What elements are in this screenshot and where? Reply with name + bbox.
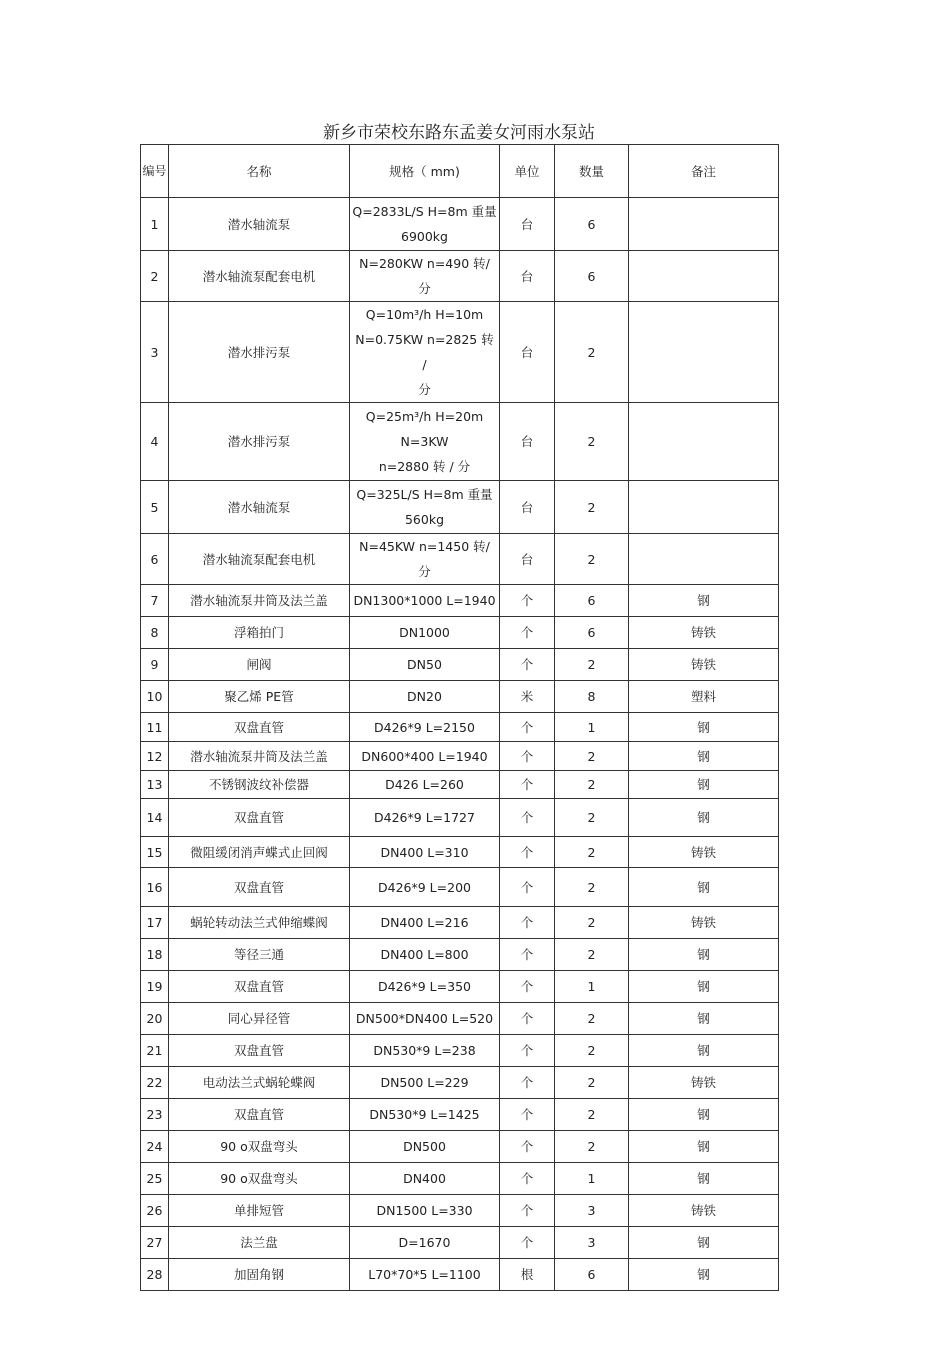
row-qty: 2 <box>555 1131 629 1163</box>
spec-line: DN600*400 L=1940 <box>361 748 488 764</box>
spec-line: DN500 <box>403 1139 446 1154</box>
row-name: 闸阀 <box>169 649 350 681</box>
row-qty: 2 <box>555 1067 629 1099</box>
row-qty: 6 <box>555 1259 629 1291</box>
row-qty: 3 <box>555 1227 629 1259</box>
table-row <box>141 481 779 534</box>
spec-line: N=45KW n=1450 转/ 分 <box>359 539 490 579</box>
row-unit: 台 <box>500 534 555 585</box>
row-remark: 钢 <box>629 1099 779 1131</box>
row-no: 16 <box>141 868 169 907</box>
row-no: 21 <box>141 1035 169 1067</box>
row-unit: 个 <box>500 799 555 837</box>
row-name: 双盘直管 <box>169 1099 350 1131</box>
spec-line: D426*9 L=200 <box>378 879 471 895</box>
spec-line: DN530*9 L=1425 <box>369 1107 480 1122</box>
spec-line: D426*9 L=1727 <box>374 810 475 825</box>
row-remark: 铸铁 <box>629 837 779 868</box>
row-spec <box>350 403 500 481</box>
row-qty: 8 <box>555 681 629 713</box>
row-spec <box>350 1259 500 1291</box>
row-name: 法兰盘 <box>169 1227 350 1259</box>
table-row <box>141 617 779 649</box>
row-unit: 个 <box>500 742 555 771</box>
row-no: 20 <box>141 1003 169 1035</box>
table-row <box>141 1003 779 1035</box>
header-qty: 数量 <box>555 145 629 198</box>
row-remark: 钢 <box>629 713 779 742</box>
spec-line: DN400 L=310 <box>380 844 469 860</box>
row-no: 1 <box>141 198 169 251</box>
row-spec <box>350 251 500 302</box>
row-unit: 个 <box>500 585 555 617</box>
table-row <box>141 1195 779 1227</box>
row-spec <box>350 1131 500 1163</box>
spec-line: DN1500 L=330 <box>376 1203 473 1218</box>
row-no: 6 <box>141 534 169 585</box>
row-name: 潜水轴流泵 <box>169 481 350 534</box>
row-qty: 2 <box>555 868 629 907</box>
table-header-row <box>141 145 779 198</box>
row-no: 14 <box>141 799 169 837</box>
row-name: 蜗轮转动法兰式伸缩蝶阀 <box>169 907 350 939</box>
row-no: 5 <box>141 481 169 534</box>
spec-line: n=2880 转 / 分 <box>378 459 471 474</box>
spec-line: D426*9 L=2150 <box>374 719 475 735</box>
row-qty: 6 <box>555 251 629 302</box>
row-unit: 个 <box>500 837 555 868</box>
row-remark: 钢 <box>629 742 779 771</box>
table-row <box>141 837 779 868</box>
row-no: 18 <box>141 939 169 971</box>
row-unit: 个 <box>500 1227 555 1259</box>
row-no: 10 <box>141 681 169 713</box>
header-name: 名称 <box>169 145 350 198</box>
row-spec <box>350 971 500 1003</box>
row-unit: 个 <box>500 1067 555 1099</box>
row-name: 单排短管 <box>169 1195 350 1227</box>
table-row <box>141 251 779 302</box>
row-remark: 铸铁 <box>629 1195 779 1227</box>
row-qty: 1 <box>555 1163 629 1195</box>
row-remark: 钢 <box>629 1003 779 1035</box>
row-remark: 钢 <box>629 939 779 971</box>
table-row <box>141 868 779 907</box>
table-row <box>141 771 779 799</box>
row-remark: 塑料 <box>629 681 779 713</box>
row-name: 潜水排污泵 <box>169 403 350 481</box>
spec-line: DN500 L=229 <box>380 1075 469 1090</box>
row-no: 26 <box>141 1195 169 1227</box>
row-remark <box>629 198 779 251</box>
row-qty: 6 <box>555 617 629 649</box>
row-name: 潜水排污泵 <box>169 302 350 403</box>
spec-line: DN400 <box>403 1171 446 1186</box>
row-name: 同心异径管 <box>169 1003 350 1035</box>
row-unit: 个 <box>500 617 555 649</box>
spec-line: DN20 <box>407 689 442 704</box>
spec-line: DN1000 <box>399 625 450 640</box>
row-spec <box>350 1163 500 1195</box>
spec-line: D426 L=260 <box>385 777 464 792</box>
row-unit: 个 <box>500 1003 555 1035</box>
row-qty: 2 <box>555 534 629 585</box>
table-row <box>141 1035 779 1067</box>
row-spec <box>350 649 500 681</box>
table-row <box>141 534 779 585</box>
spec-line: D426*9 L=350 <box>378 979 471 994</box>
spec-line: Q=325L/S H=8m 重量 <box>356 487 493 502</box>
spec-line: N=3KW <box>400 434 449 449</box>
row-name: 潜水轴流泵井筒及法兰盖 <box>169 585 350 617</box>
table-row <box>141 1163 779 1195</box>
row-no: 4 <box>141 403 169 481</box>
row-spec <box>350 742 500 771</box>
table-row <box>141 742 779 771</box>
spec-line: 分 <box>418 382 431 397</box>
table-row <box>141 713 779 742</box>
row-name: 双盘直管 <box>169 713 350 742</box>
header-no: 编号 <box>141 145 169 198</box>
row-remark: 钢 <box>629 1259 779 1291</box>
row-no: 15 <box>141 837 169 868</box>
table-row <box>141 302 779 403</box>
row-unit: 个 <box>500 713 555 742</box>
row-spec <box>350 481 500 534</box>
row-spec <box>350 1099 500 1131</box>
row-qty: 1 <box>555 713 629 742</box>
row-name: 潜水轴流泵井筒及法兰盖 <box>169 742 350 771</box>
table-row <box>141 939 779 971</box>
row-qty: 6 <box>555 198 629 251</box>
row-remark: 钢 <box>629 1131 779 1163</box>
row-remark: 钢 <box>629 1163 779 1195</box>
row-unit: 台 <box>500 302 555 403</box>
table-row <box>141 971 779 1003</box>
row-unit: 个 <box>500 1099 555 1131</box>
spec-line: DN50 <box>407 657 442 672</box>
spec-line: Q=10m³/h H=10m <box>365 307 484 322</box>
row-unit: 个 <box>500 1163 555 1195</box>
row-no: 23 <box>141 1099 169 1131</box>
row-remark: 钢 <box>629 799 779 837</box>
row-name: 潜水轴流泵配套电机 <box>169 534 350 585</box>
row-name: 微阻缓闭消声蝶式止回阀 <box>169 837 350 868</box>
row-name: 潜水轴流泵 <box>169 198 350 251</box>
spec-line: Q=2833L/S H=8m 重量 <box>352 204 497 219</box>
row-unit: 根 <box>500 1259 555 1291</box>
row-unit: 台 <box>500 481 555 534</box>
row-spec <box>350 939 500 971</box>
row-no: 28 <box>141 1259 169 1291</box>
row-remark <box>629 251 779 302</box>
equipment-table <box>140 144 779 1291</box>
row-no: 19 <box>141 971 169 1003</box>
row-no: 25 <box>141 1163 169 1195</box>
row-name: 双盘直管 <box>169 971 350 1003</box>
row-qty: 1 <box>555 971 629 1003</box>
row-qty: 2 <box>555 799 629 837</box>
row-no: 3 <box>141 302 169 403</box>
row-spec <box>350 1227 500 1259</box>
row-remark: 铸铁 <box>629 1067 779 1099</box>
row-spec <box>350 585 500 617</box>
row-spec <box>350 713 500 742</box>
row-spec <box>350 302 500 403</box>
row-remark: 钢 <box>629 1227 779 1259</box>
row-remark: 钢 <box>629 971 779 1003</box>
row-no: 13 <box>141 771 169 799</box>
spec-line: DN530*9 L=238 <box>373 1043 476 1058</box>
row-spec <box>350 837 500 868</box>
spec-line: 6900kg <box>401 229 448 244</box>
spec-line: DN400 L=800 <box>380 947 469 962</box>
header-remark: 备注 <box>629 145 779 198</box>
row-spec <box>350 1067 500 1099</box>
row-remark <box>629 534 779 585</box>
row-spec <box>350 1035 500 1067</box>
row-remark: 钢 <box>629 1035 779 1067</box>
row-unit: 个 <box>500 868 555 907</box>
row-name: 浮箱拍门 <box>169 617 350 649</box>
row-spec <box>350 534 500 585</box>
row-name: 潜水轴流泵配套电机 <box>169 251 350 302</box>
row-name: 双盘直管 <box>169 1035 350 1067</box>
row-no: 7 <box>141 585 169 617</box>
row-qty: 2 <box>555 1099 629 1131</box>
row-qty: 2 <box>555 771 629 799</box>
row-qty: 2 <box>555 907 629 939</box>
spec-line: DN500*DN400 L=520 <box>355 1011 494 1026</box>
row-spec <box>350 771 500 799</box>
row-qty: 2 <box>555 481 629 534</box>
row-remark: 铸铁 <box>629 617 779 649</box>
row-spec <box>350 907 500 939</box>
row-no: 17 <box>141 907 169 939</box>
spec-line: DN1300*1000 L=1940 <box>353 593 496 608</box>
table-row <box>141 1259 779 1291</box>
row-unit: 个 <box>500 907 555 939</box>
row-unit: 个 <box>500 649 555 681</box>
row-spec <box>350 681 500 713</box>
row-qty: 2 <box>555 742 629 771</box>
row-name: 电动法兰式蜗轮蝶阀 <box>169 1067 350 1099</box>
row-spec <box>350 868 500 907</box>
row-spec <box>350 799 500 837</box>
row-name: 90 o双盘弯头 <box>169 1131 350 1163</box>
row-no: 27 <box>141 1227 169 1259</box>
spec-line: D=1670 <box>398 1235 451 1250</box>
spec-line: 560kg <box>404 512 445 527</box>
header-spec: 规格（ mm) <box>350 145 500 198</box>
row-remark: 钢 <box>629 771 779 799</box>
row-unit: 米 <box>500 681 555 713</box>
row-no: 2 <box>141 251 169 302</box>
table-row <box>141 1067 779 1099</box>
table-row <box>141 198 779 251</box>
table-row <box>141 649 779 681</box>
row-qty: 2 <box>555 837 629 868</box>
row-qty: 2 <box>555 302 629 403</box>
row-no: 24 <box>141 1131 169 1163</box>
row-remark: 铸铁 <box>629 649 779 681</box>
row-qty: 3 <box>555 1195 629 1227</box>
row-unit: 个 <box>500 1131 555 1163</box>
row-no: 12 <box>141 742 169 771</box>
row-unit: 台 <box>500 403 555 481</box>
row-remark: 铸铁 <box>629 907 779 939</box>
header-unit: 单位 <box>500 145 555 198</box>
table-row <box>141 907 779 939</box>
row-remark: 钢 <box>629 868 779 907</box>
row-remark <box>629 302 779 403</box>
row-name: 等径三通 <box>169 939 350 971</box>
row-qty: 6 <box>555 585 629 617</box>
row-qty: 2 <box>555 403 629 481</box>
row-name: 不锈钢波纹补偿器 <box>169 771 350 799</box>
row-name: 双盘直管 <box>169 868 350 907</box>
row-no: 11 <box>141 713 169 742</box>
row-remark <box>629 403 779 481</box>
row-unit: 个 <box>500 1195 555 1227</box>
spec-line: N=0.75KW n=2825 转 / <box>355 332 494 372</box>
row-spec <box>350 617 500 649</box>
row-unit: 个 <box>500 1035 555 1067</box>
table-row <box>141 1131 779 1163</box>
row-no: 9 <box>141 649 169 681</box>
row-qty: 2 <box>555 1003 629 1035</box>
spec-line: DN400 L=216 <box>380 915 469 930</box>
row-spec <box>350 1003 500 1035</box>
row-remark: 钢 <box>629 585 779 617</box>
spec-line: L70*70*5 L=1100 <box>368 1267 481 1282</box>
table-row <box>141 585 779 617</box>
row-unit: 台 <box>500 251 555 302</box>
row-no: 8 <box>141 617 169 649</box>
row-unit: 个 <box>500 771 555 799</box>
spec-line: Q=25m³/h H=20m <box>365 409 484 424</box>
row-remark <box>629 481 779 534</box>
page-title: 新乡市荣校东路东孟姜女河雨水泵站 <box>323 123 595 143</box>
row-qty: 2 <box>555 1035 629 1067</box>
row-name: 聚乙烯 PE管 <box>169 681 350 713</box>
row-qty: 2 <box>555 939 629 971</box>
row-no: 22 <box>141 1067 169 1099</box>
row-name: 90 o双盘弯头 <box>169 1163 350 1195</box>
row-unit: 台 <box>500 198 555 251</box>
row-spec <box>350 1195 500 1227</box>
table-row <box>141 1099 779 1131</box>
row-spec <box>350 198 500 251</box>
row-unit: 个 <box>500 939 555 971</box>
table-row <box>141 681 779 713</box>
row-qty: 2 <box>555 649 629 681</box>
table-row <box>141 403 779 481</box>
spec-line: N=280KW n=490 转/ 分 <box>359 256 490 296</box>
table-row <box>141 799 779 837</box>
row-unit: 个 <box>500 971 555 1003</box>
row-name: 双盘直管 <box>169 799 350 837</box>
row-name: 加固角钢 <box>169 1259 350 1291</box>
table-row <box>141 1227 779 1259</box>
